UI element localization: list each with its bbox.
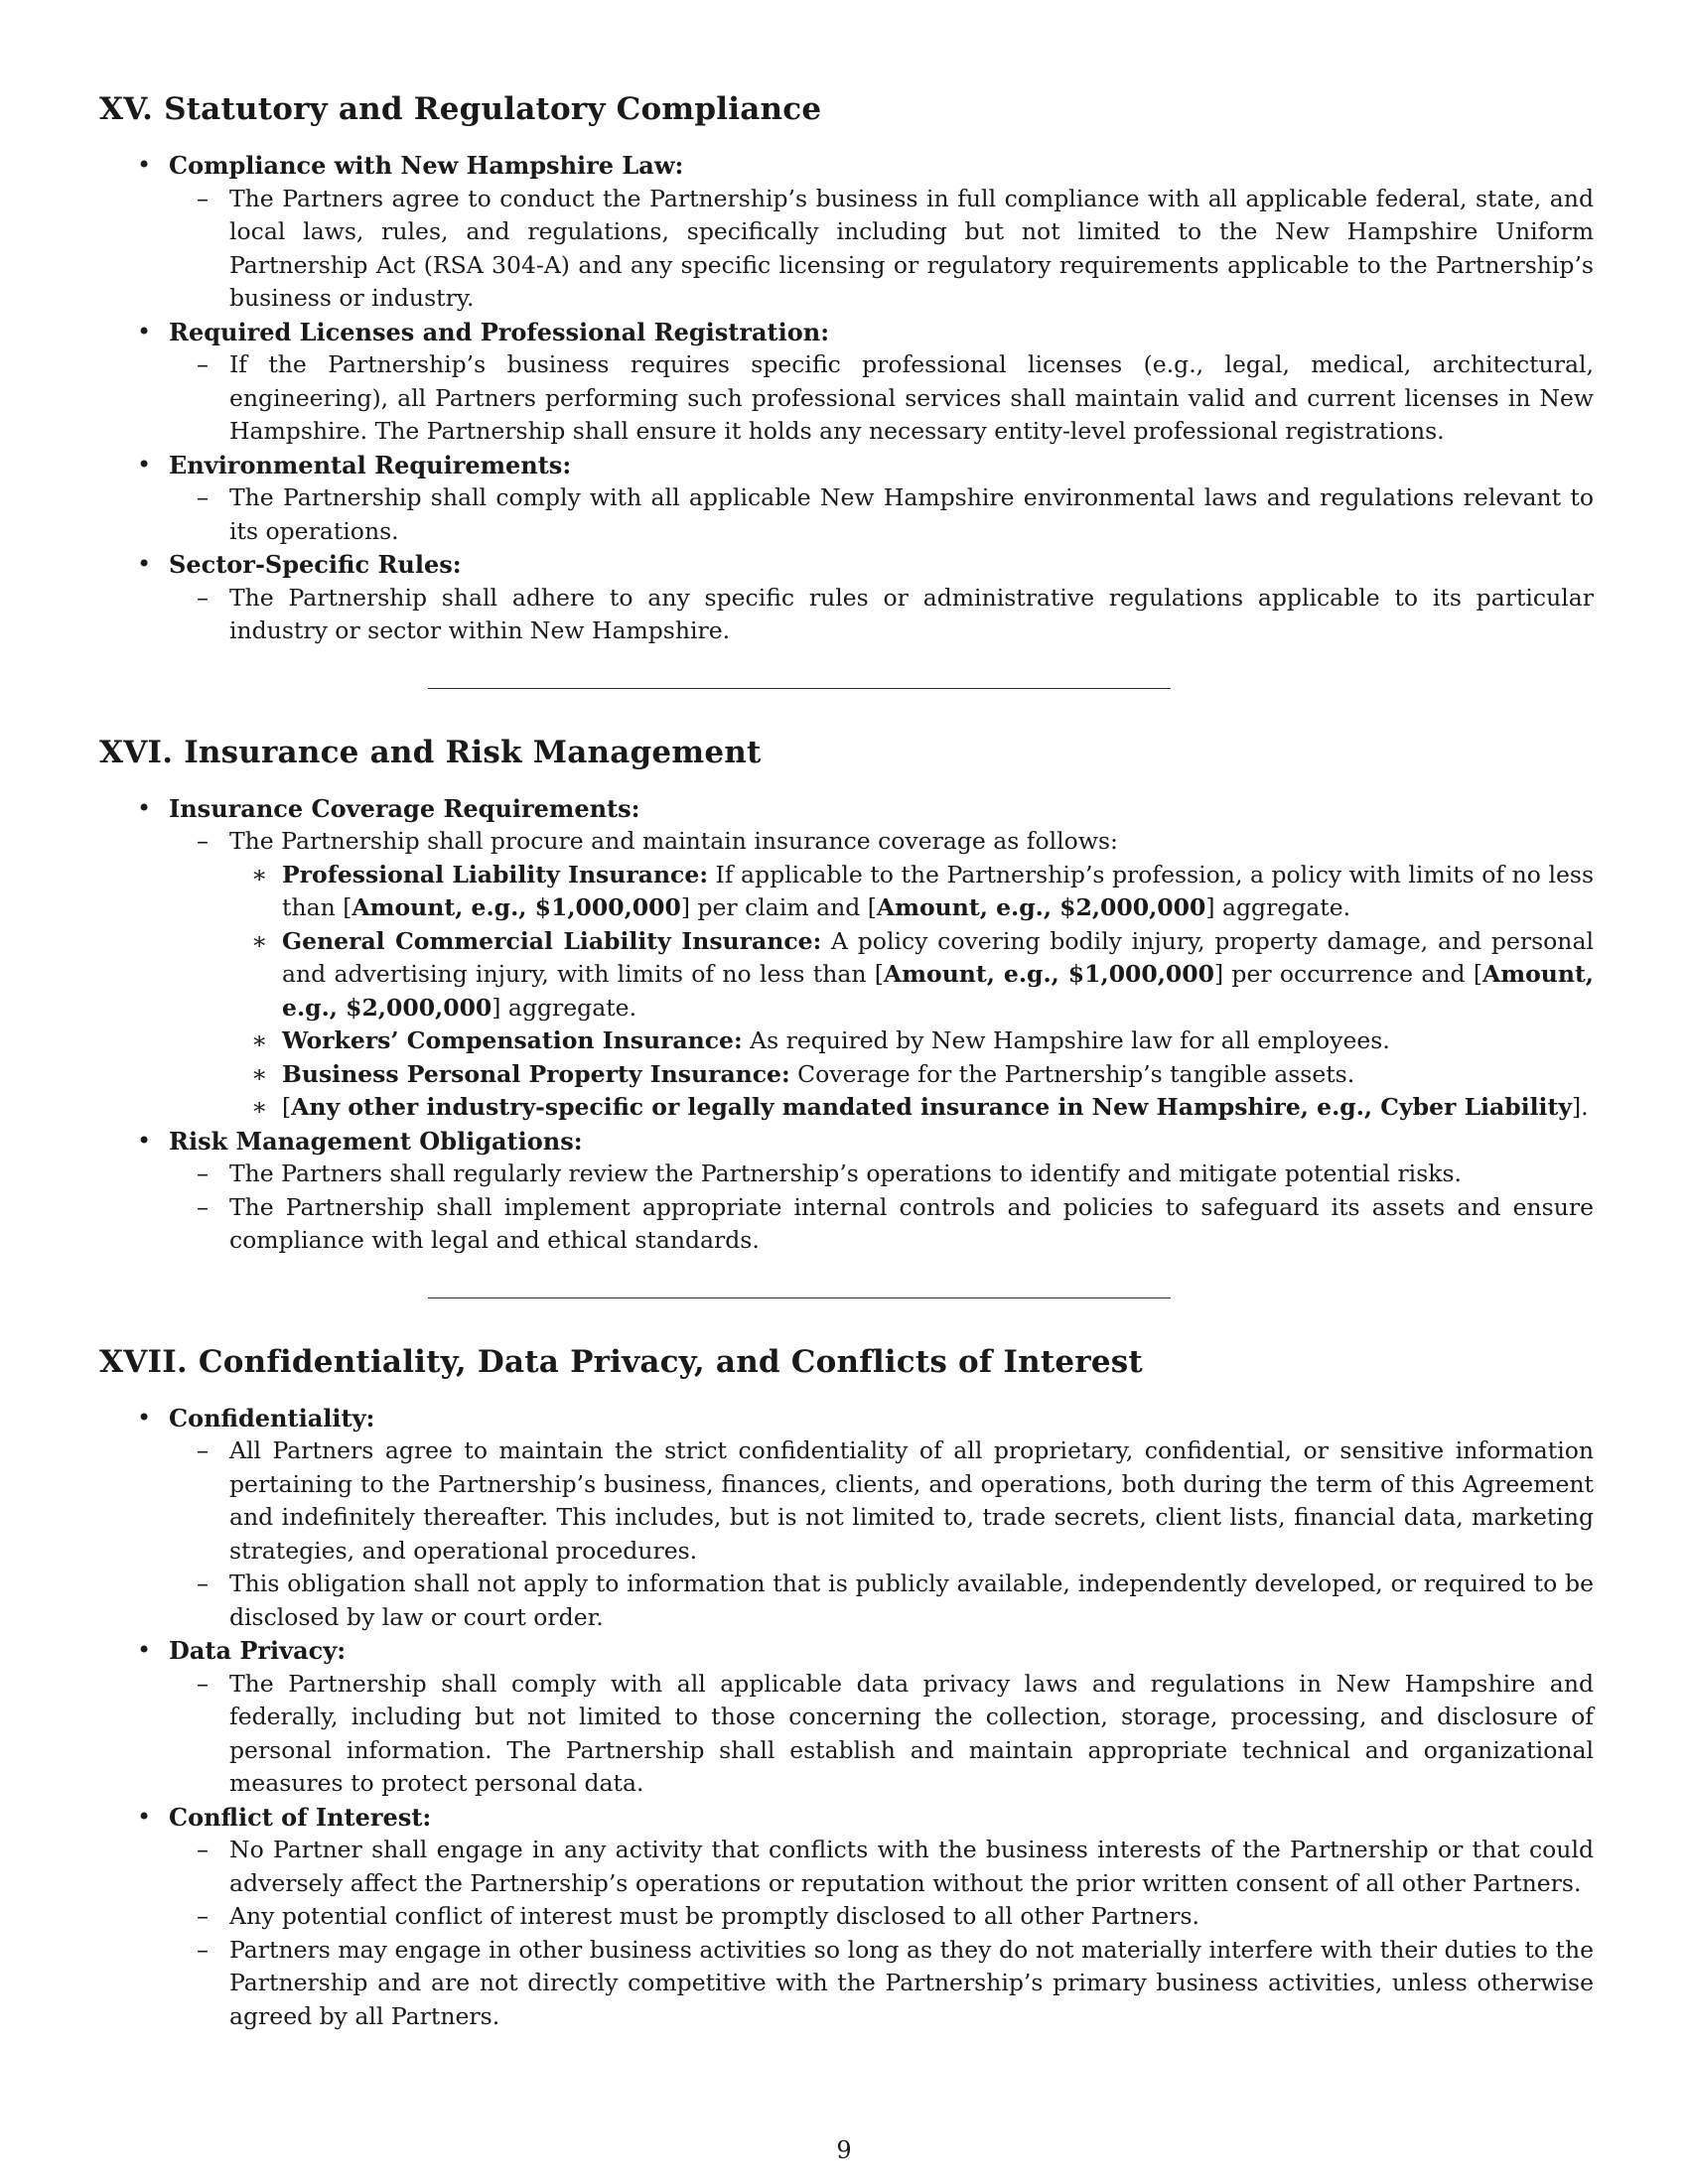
bracket-close: ]. [1572,1093,1589,1121]
item-list [99,149,1594,648]
bullet-icon: • [137,1636,152,1664]
sub-item [169,1568,1594,1634]
sub-item [169,183,1594,316]
sub-list [169,183,1594,316]
coverage-text-part: ] aggregate. [1205,893,1351,921]
coverage-text [282,925,1594,1025]
coverage-text [282,1024,1594,1058]
item-heading: Compliance with New Hampshire Law: [169,151,684,180]
coverage-text [282,859,1594,925]
coverage-list [229,859,1594,1125]
sub-list [169,481,1594,548]
item-heading: Conflict of Interest: [169,1802,432,1832]
sub-list [169,1434,1594,1634]
sub-item-text: The Partners shall regularly review the Partnership’s operations to identify and mitigate potential risks. [229,1160,1463,1187]
amount-placeholder: Amount, e.g., $2,000,000 [876,893,1206,921]
asterisk-icon: ∗ [251,860,268,888]
sub-item [169,1834,1594,1900]
dash-icon: – [197,184,209,212]
list-item [99,1402,1594,1635]
list-item [99,1634,1594,1801]
coverage-label: Workers’ Compensation Insurance: [282,1026,743,1054]
item-list [99,792,1594,1258]
dash-icon: – [197,350,209,378]
coverage-label: General Commercial Liability Insurance: [282,926,822,955]
sub-item-text: The Partnership shall comply with all applicable New Hampshire environmental laws and regulations relevant to its operations. [229,483,1594,545]
sub-item-text: This obligation shall not apply to information that is publicly available, independently developed, or required to be disclosed by law or court order. [229,1570,1594,1631]
bullet-icon: • [137,793,152,822]
section-title: XVII. Confidentiality, Data Privacy, and Conflicts of Interest [99,1343,1143,1380]
sub-item [169,481,1594,548]
dash-icon: – [197,1669,209,1698]
bullet-icon: • [137,1126,152,1155]
sub-item-text: All Partners agree to maintain the strict confidentiality of all proprietary, confidential, or sensitive information pertaining to the Partnership’s business, finances, clients, and operations, both during the term of this Agreement and indefinitely thereafter. This includes, but is not limited to, trade secrets, client lists, financial data, marketing strategies, and operational procedures. [229,1436,1594,1565]
coverage-item [229,1058,1594,1092]
amount-placeholder: Amount, e.g., $1,000,000 [352,893,681,921]
dash-icon: – [197,827,209,855]
list-item [99,316,1594,449]
sub-item [169,1191,1594,1258]
coverage-text-part: ] aggregate. [492,993,637,1022]
coverage-item [229,859,1594,925]
section-divider [428,1297,1171,1298]
sub-list [169,582,1594,648]
sub-item-text: The Partnership shall procure and maintain insurance coverage as follows: [229,827,1118,855]
coverage-text-part: ] per claim and [ [680,893,877,921]
amount-placeholder: Amount, e.g., $1,000,000 [883,960,1214,988]
coverage-label: Business Personal Property Insurance: [282,1059,790,1088]
sub-item [169,582,1594,648]
dash-icon: – [197,1902,209,1930]
dash-icon: – [197,1570,209,1597]
coverage-text-part: Coverage for the Partnership’s tangible assets. [789,1059,1355,1088]
item-list [99,1402,1594,2034]
dash-icon: – [197,1836,209,1863]
sub-item-text: Partners may engage in other business activities so long as they do not materially interfere with their duties to the Partnership and are not directly competitive with the Partnership’s primary business activities, unless otherwise agreed by all Partners. [229,1935,1594,2030]
item-heading: Confidentiality: [169,1403,375,1433]
list-item [99,149,1594,316]
coverage-text [282,1058,1594,1092]
dash-icon: – [197,1436,209,1464]
sub-item-text: The Partners agree to conduct the Partnership’s business in full compliance with all applicable federal, state, and local laws, rules, and regulations, specifically including but not limited to the New Hampshire Uniform Partnership Act (RSA 304-A) and any specific licensing or regulatory requirements applicable to the Partnership’s business or industry. [229,184,1594,312]
section-divider [428,688,1171,689]
coverage-text [282,1091,1594,1125]
coverage-label: Any other industry-specific or legally mandated insurance in New Hampshire, e.g., Cyber Liability [291,1093,1572,1121]
document-page [99,91,1594,2033]
coverage-text-part: If applicable to the Partnership’s profession, a policy with limits of no less than [ [282,860,1595,921]
coverage-item [229,1024,1594,1058]
bullet-icon: • [137,450,152,478]
item-heading: Data Privacy: [169,1636,347,1665]
sub-item-text: No Partner shall engage in any activity that conflicts with the business interests of the Partnership or that could adversely affect the Partnership’s operations or reputation without the prior written consent of all other Partners. [229,1836,1594,1897]
item-heading: Insurance Coverage Requirements: [169,793,640,823]
bullet-icon: • [137,550,152,578]
amount-placeholder: Amount, e.g., $2,000,000 [282,960,1594,1022]
asterisk-icon: ∗ [251,1026,268,1054]
list-item [99,792,1594,1125]
asterisk-icon: ∗ [251,926,268,955]
section-statutory-compliance [99,91,1594,735]
item-heading: Risk Management Obligations: [169,1126,583,1156]
dash-icon: – [197,1160,209,1187]
item-heading: Required Licenses and Professional Registration: [169,317,830,346]
asterisk-icon: ∗ [251,1059,268,1088]
asterisk-icon: ∗ [251,1093,268,1121]
sub-item [169,348,1594,449]
sub-item [169,1900,1594,1934]
sub-item [169,825,1594,1125]
sub-list [169,1668,1594,1801]
dash-icon: – [197,583,209,612]
list-item [99,1125,1594,1258]
list-item [99,1801,1594,2034]
sub-list [169,348,1594,449]
sub-list [169,1834,1594,2033]
sub-list [169,1158,1594,1258]
coverage-label: Professional Liability Insurance: [282,860,708,888]
section-confidentiality [99,1344,1594,2034]
sub-list [169,825,1594,1125]
dash-icon: – [197,483,209,511]
item-heading: Environmental Requirements: [169,450,572,479]
dash-icon: – [197,1935,209,1964]
coverage-item [229,925,1594,1025]
coverage-text-part: A policy covering bodily injury, property damage, and personal and advertising injury, with limits of no less than [ [282,926,1594,988]
item-heading: Sector-Specific Rules: [169,550,462,579]
sub-item [169,1668,1594,1801]
section-title: XV. Statutory and Regulatory Compliance [99,91,822,127]
section-title: XVI. Insurance and Risk Management [99,734,762,770]
sub-item-text: The Partnership shall adhere to any specific rules or administrative regulations applicable to its particular industry or sector within New Hampshire. [229,583,1594,644]
bullet-icon: • [137,1403,152,1432]
coverage-item [229,1091,1594,1125]
coverage-text-part: ] per occurrence and [ [1213,960,1482,988]
sub-item-text: Any potential conflict of interest must be promptly disclosed to all other Partners. [229,1902,1199,1930]
dash-icon: – [197,1192,209,1221]
sub-item [169,1158,1594,1191]
sub-item-text: The Partnership shall comply with all applicable data privacy laws and regulations in New Hampshire and federally, including but not limited to those concerning the collection, storage, processing, and disclosure of personal information. The Partnership shall establish and maintain appropriate technical and organizational measures to protect personal data. [229,1669,1594,1797]
section-insurance-risk [99,735,1594,1344]
list-item [99,548,1594,648]
page-number: 9 [836,2136,852,2164]
list-item [99,449,1594,549]
bullet-icon: • [137,151,152,179]
bullet-icon: • [137,317,152,345]
bullet-icon: • [137,1802,152,1831]
sub-item [169,1434,1594,1568]
coverage-text-part: As required by New Hampshire law for all employees. [742,1026,1390,1054]
bracket-open: [ [282,1093,292,1121]
sub-item-text: The Partnership shall implement appropriate internal controls and policies to safeguard its assets and ensure compliance with legal and ethical standards. [229,1192,1594,1254]
sub-item [169,1934,1594,2034]
sub-item-text: If the Partnership’s business requires specific professional licenses (e.g., legal, medical, architectural, engineering), all Partners performing such professional services shall maintain valid and current licenses in New Hampshire. The Partnership shall ensure it holds any necessary entity-level professional registrations. [229,350,1594,445]
